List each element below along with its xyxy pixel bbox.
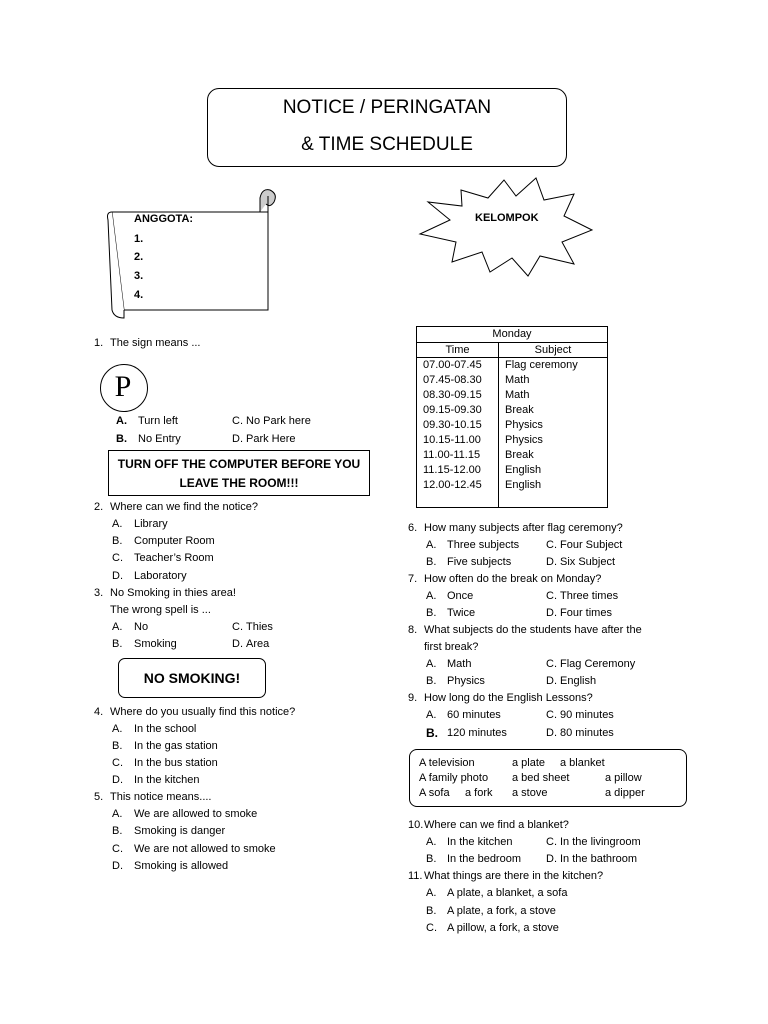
- q1-text: The sign means ...: [110, 337, 201, 349]
- anggota-item: 4.: [134, 289, 144, 301]
- q2-opt-text[interactable]: Library: [134, 518, 168, 530]
- scroll-banner: [100, 186, 280, 330]
- computer-notice-line-1: TURN OFF THE COMPUTER BEFORE YOU: [117, 457, 361, 471]
- anggota-item: 3.: [134, 270, 144, 282]
- schedule-subject-cell: Math: [505, 389, 530, 401]
- q1-opt-text[interactable]: No Park here: [246, 415, 311, 427]
- anggota-item: 2.: [134, 251, 144, 263]
- vocab-word: a fork: [465, 787, 493, 799]
- anggota-item: 1.: [134, 233, 144, 245]
- q7-text: How often do the break on Monday?: [424, 573, 602, 585]
- schedule-column-divider: [498, 342, 499, 507]
- q11-opt-text[interactable]: A plate, a fork, a stove: [447, 905, 556, 917]
- q7-opt-label: D.: [546, 607, 557, 619]
- q10-opt-label: B.: [426, 853, 437, 865]
- vocab-word: A sofa: [419, 787, 450, 799]
- q9-opt-text[interactable]: 120 minutes: [447, 727, 507, 739]
- q8-number: 8.: [408, 624, 418, 636]
- schedule-table: [416, 326, 608, 508]
- q4-opt-label: B.: [112, 740, 123, 752]
- schedule-time-cell: 12.00-12.45: [423, 479, 482, 491]
- vocab-word: a pillow: [605, 772, 642, 784]
- schedule-time-cell: 09.15-09.30: [423, 404, 482, 416]
- schedule-time-cell: 11.15-12.00: [423, 464, 481, 476]
- q9-opt-text[interactable]: 80 minutes: [560, 727, 614, 739]
- q4-opt-label: A.: [112, 723, 123, 735]
- q6-opt-label: A.: [426, 539, 437, 551]
- q2-opt-label: D.: [112, 570, 123, 582]
- q7-opt-label: C.: [546, 590, 557, 602]
- q6-opt-text[interactable]: Four Subject: [560, 539, 623, 551]
- q8-opt-text[interactable]: English: [560, 675, 597, 687]
- q5-opt-text[interactable]: Smoking is allowed: [134, 860, 229, 872]
- q8-text: What subjects do the students have after the: [424, 624, 642, 636]
- q8-text-2: first break?: [424, 641, 479, 653]
- q9-opt-text[interactable]: 60 minutes: [447, 709, 501, 721]
- q10-opt-text[interactable]: In the kitchen: [447, 836, 513, 848]
- q7-opt-label: A.: [426, 590, 437, 602]
- q5-opt-label: A.: [112, 808, 123, 820]
- q5-opt-label: D.: [112, 860, 123, 872]
- q9-opt-label: D.: [546, 727, 557, 739]
- q9-opt-text[interactable]: 90 minutes: [560, 709, 614, 721]
- vocab-word: A television: [419, 757, 475, 769]
- schedule-time-cell: 10.15-11.00: [423, 434, 481, 446]
- q4-opt-text[interactable]: In the kitchen: [134, 774, 200, 786]
- anggota-label: ANGGOTA:: [134, 213, 194, 225]
- q8-opt-text[interactable]: Math: [447, 658, 472, 670]
- q5-opt-text[interactable]: We are allowed to smoke: [134, 808, 258, 820]
- q3-opt-text[interactable]: Thies: [246, 621, 273, 633]
- q5-opt-label: B.: [112, 825, 123, 837]
- parking-sign-letter: P: [114, 370, 132, 403]
- q4-opt-label: D.: [112, 774, 123, 786]
- q5-opt-label: C.: [112, 843, 123, 855]
- q8-opt-label: A.: [426, 658, 437, 670]
- schedule-subject-cell: Break: [505, 404, 534, 416]
- q3-opt-label: D.: [232, 638, 243, 650]
- q9-opt-label: A.: [426, 709, 437, 721]
- q6-opt-text[interactable]: Six Subject: [560, 556, 616, 568]
- q10-opt-label: D.: [546, 853, 557, 865]
- q1-opt-label: B.: [116, 433, 127, 445]
- q2-opt-label: A.: [112, 518, 123, 530]
- schedule-day: Monday: [492, 328, 532, 340]
- q3-opt-text[interactable]: Smoking: [134, 638, 177, 650]
- vocab-word: a blanket: [560, 757, 605, 769]
- computer-notice-line-2: LEAVE THE ROOM!!!: [179, 476, 299, 490]
- q5-opt-text[interactable]: We are not allowed to smoke: [134, 843, 276, 855]
- schedule-time-cell: 11.00-11.15: [423, 449, 481, 461]
- title-box: [207, 88, 567, 167]
- q5-text: This notice means....: [110, 791, 212, 803]
- q10-text: Where can we find a blanket?: [424, 819, 569, 831]
- q7-opt-text[interactable]: Once: [447, 590, 474, 602]
- schedule-subject-cell: Break: [505, 449, 534, 461]
- q10-opt-label: C.: [546, 836, 557, 848]
- vocab-word: a dipper: [605, 787, 645, 799]
- q9-text: How long do the English Lessons?: [424, 692, 593, 704]
- q1-opt-text[interactable]: Park Here: [246, 433, 296, 445]
- q3-opt-text[interactable]: Area: [246, 638, 270, 650]
- q4-number: 4.: [94, 706, 104, 718]
- q7-opt-text[interactable]: Three times: [560, 590, 619, 602]
- q1-opt-label: A.: [116, 415, 127, 427]
- schedule-time-cell: 08.30-09.15: [423, 389, 482, 401]
- q2-number: 2.: [94, 501, 104, 513]
- q11-number: 11.: [408, 870, 423, 882]
- q5-opt-text[interactable]: Smoking is danger: [134, 825, 226, 837]
- q9-number: 9.: [408, 692, 418, 704]
- q3-opt-text[interactable]: No: [134, 621, 149, 633]
- q1-number: 1.: [94, 337, 104, 349]
- schedule-subject-cell: Math: [505, 374, 530, 386]
- schedule-subject-cell: English: [505, 479, 542, 491]
- q11-opt-label: B.: [426, 905, 437, 917]
- q8-opt-label: D.: [546, 675, 557, 687]
- q6-text: How many subjects after flag ceremony?: [424, 522, 623, 534]
- q10-number: 10.: [408, 819, 424, 831]
- vocab-word: a stove: [512, 787, 548, 799]
- title-line-1: NOTICE / PERINGATAN: [282, 97, 492, 118]
- q6-opt-text[interactable]: Three subjects: [447, 539, 520, 551]
- kelompok-label: KELOMPOK: [475, 212, 539, 224]
- no-smoking-sign: NO SMOKING!: [118, 658, 266, 698]
- q10-opt-text[interactable]: In the livingroom: [560, 836, 641, 848]
- q11-text: What things are there in the kitchen?: [424, 870, 604, 882]
- q2-opt-text[interactable]: Laboratory: [134, 570, 187, 582]
- q11-opt-label: A.: [426, 887, 437, 899]
- q2-opt-text[interactable]: Computer Room: [134, 535, 215, 547]
- q4-opt-label: C.: [112, 757, 123, 769]
- q3-opt-label: C.: [232, 621, 243, 633]
- q10-opt-label: A.: [426, 836, 437, 848]
- schedule-subject-cell: Physics: [505, 419, 543, 431]
- q4-opt-text[interactable]: In the bus station: [134, 757, 218, 769]
- schedule-header-subject: Subject: [534, 344, 572, 356]
- q3-number: 3.: [94, 587, 104, 599]
- q8-opt-label: C.: [546, 658, 557, 670]
- q6-number: 6.: [408, 522, 418, 534]
- q2-opt-text[interactable]: Teacher’s Room: [134, 552, 214, 564]
- q2-text: Where can we find the notice?: [110, 501, 258, 513]
- q4-opt-text[interactable]: In the gas station: [134, 740, 218, 752]
- vocab-word: a plate: [512, 757, 546, 769]
- q10-opt-text[interactable]: In the bedroom: [447, 853, 521, 865]
- q6-opt-label: D.: [546, 556, 557, 568]
- q10-opt-text[interactable]: In the bathroom: [560, 853, 638, 865]
- computer-notice-box: [108, 450, 370, 496]
- q4-opt-text[interactable]: In the school: [134, 723, 197, 735]
- vocab-word: A family photo: [419, 772, 489, 784]
- schedule-subject-cell: Flag ceremony: [505, 359, 578, 371]
- q5-number: 5.: [94, 791, 104, 803]
- schedule-subject-cell: Physics: [505, 434, 543, 446]
- q4-text: Where do you usually find this notice?: [110, 706, 296, 718]
- q3-text: No Smoking in thies area!: [110, 587, 236, 599]
- q8-opt-text[interactable]: Flag Ceremony: [560, 658, 636, 670]
- schedule-subject-cell: English: [505, 464, 542, 476]
- title-line-2: & TIME SCHEDULE: [301, 134, 473, 155]
- q7-opt-text[interactable]: Four times: [560, 607, 612, 619]
- q9-opt-label: B.: [426, 726, 438, 740]
- schedule-time-cell: 07.00-07.45: [423, 359, 482, 371]
- vocab-word: a bed sheet: [512, 772, 570, 784]
- q1-opt-text[interactable]: No Entry: [138, 433, 181, 445]
- q3-opt-label: A.: [112, 621, 123, 633]
- q7-number: 7.: [408, 573, 418, 585]
- q11-opt-label: C.: [426, 922, 437, 934]
- q7-opt-text[interactable]: Twice: [447, 607, 476, 619]
- q1-opt-label: D.: [232, 433, 243, 445]
- q7-opt-label: B.: [426, 607, 437, 619]
- q11-opt-text[interactable]: A plate, a blanket, a sofa: [447, 887, 568, 899]
- schedule-header-time: Time: [445, 344, 470, 356]
- q1-opt-label: C.: [232, 415, 243, 427]
- q6-opt-label: B.: [426, 556, 437, 568]
- q2-opt-label: B.: [112, 535, 123, 547]
- q8-opt-text[interactable]: Physics: [447, 675, 485, 687]
- schedule-time-cell: 07.45-08.30: [423, 374, 482, 386]
- q8-opt-label: B.: [426, 675, 437, 687]
- q2-opt-label: C.: [112, 552, 123, 564]
- q11-opt-text[interactable]: A pillow, a fork, a stove: [447, 922, 559, 934]
- q6-opt-text[interactable]: Five subjects: [447, 556, 512, 568]
- q3-opt-label: B.: [112, 638, 123, 650]
- q6-opt-label: C.: [546, 539, 557, 551]
- q3-text-2: The wrong spell is ...: [110, 604, 211, 616]
- schedule-time-cell: 09.30-10.15: [423, 419, 482, 431]
- q1-opt-text[interactable]: Turn left: [138, 415, 178, 427]
- q9-opt-label: C.: [546, 709, 557, 721]
- starburst-shape: [416, 172, 596, 282]
